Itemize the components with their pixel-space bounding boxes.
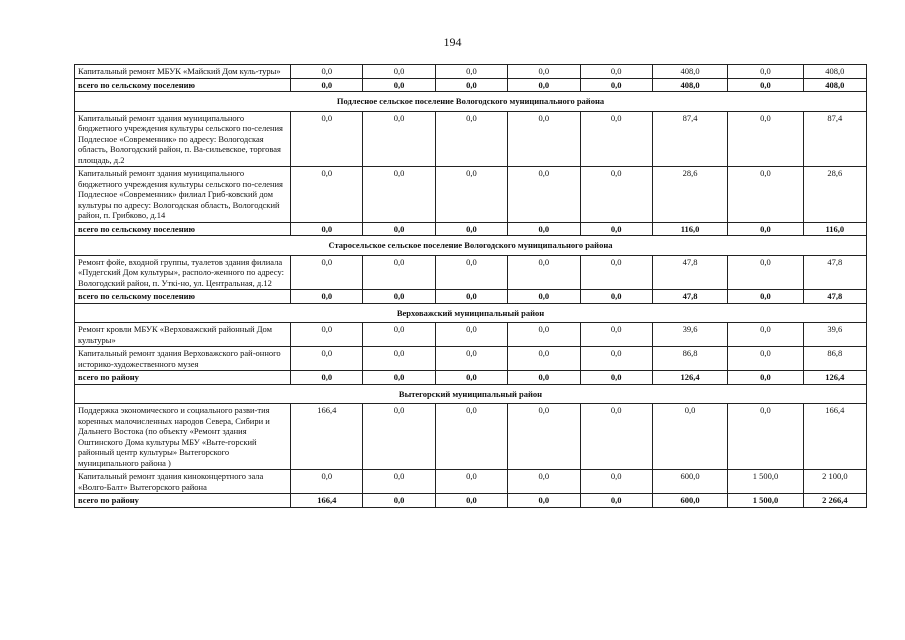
value-cell: 1 500,0 [728, 470, 803, 494]
value-cell: 87,4 [652, 111, 727, 167]
value-cell: 0,0 [728, 255, 803, 290]
value-cell: 116,0 [803, 222, 866, 236]
value-cell: 2 266,4 [803, 494, 866, 508]
section-header-row [75, 236, 867, 256]
value-cell: 47,8 [652, 290, 727, 304]
row-label: всего по сельскому поселению [75, 222, 291, 236]
value-cell: 0,0 [580, 255, 652, 290]
value-cell: 408,0 [652, 65, 727, 79]
section-header-row [75, 92, 867, 112]
value-cell: 0,0 [435, 404, 507, 470]
value-cell: 0,0 [508, 167, 580, 223]
value-cell: 0,0 [508, 404, 580, 470]
section-title: Вытегорский муниципальный район [75, 384, 867, 404]
value-cell: 0,0 [580, 371, 652, 385]
value-cell: 0,0 [508, 347, 580, 371]
row-label: всего по району [75, 371, 291, 385]
row-label: Ремонт кровли МБУК «Верховажский районный Дом культуры» [75, 323, 291, 347]
section-title: Старосельское сельское поселение Вологодского муниципального района [75, 236, 867, 256]
table-row [75, 167, 867, 223]
value-cell: 0,0 [363, 323, 435, 347]
value-cell: 0,0 [363, 255, 435, 290]
value-cell: 126,4 [652, 371, 727, 385]
value-cell: 0,0 [435, 65, 507, 79]
value-cell: 0,0 [291, 111, 363, 167]
value-cell: 87,4 [803, 111, 866, 167]
total-row [75, 494, 867, 508]
value-cell: 0,0 [363, 111, 435, 167]
value-cell: 2 100,0 [803, 470, 866, 494]
value-cell: 0,0 [435, 111, 507, 167]
value-cell: 600,0 [652, 470, 727, 494]
value-cell: 0,0 [363, 347, 435, 371]
row-label: всего по сельскому поселению [75, 78, 291, 92]
value-cell: 0,0 [580, 78, 652, 92]
table-row [75, 111, 867, 167]
value-cell: 0,0 [363, 470, 435, 494]
value-cell: 0,0 [728, 167, 803, 223]
value-cell: 126,4 [803, 371, 866, 385]
value-cell: 0,0 [580, 404, 652, 470]
value-cell: 0,0 [291, 167, 363, 223]
value-cell: 0,0 [291, 65, 363, 79]
value-cell: 0,0 [291, 222, 363, 236]
value-cell: 0,0 [652, 404, 727, 470]
total-row [75, 78, 867, 92]
row-label: Капитальный ремонт здания Верховажского рай-онного историко-художественного музея [75, 347, 291, 371]
value-cell: 0,0 [728, 347, 803, 371]
value-cell: 0,0 [508, 65, 580, 79]
row-label: всего по сельскому поселению [75, 290, 291, 304]
table-row [75, 323, 867, 347]
value-cell: 0,0 [580, 222, 652, 236]
total-row [75, 290, 867, 304]
value-cell: 47,8 [803, 255, 866, 290]
value-cell: 0,0 [728, 111, 803, 167]
value-cell: 0,0 [363, 65, 435, 79]
table-row [75, 404, 867, 470]
value-cell: 0,0 [728, 290, 803, 304]
page-number: 194 [443, 35, 462, 49]
value-cell: 166,4 [291, 494, 363, 508]
value-cell: 0,0 [363, 494, 435, 508]
value-cell: 0,0 [508, 323, 580, 347]
value-cell: 0,0 [580, 494, 652, 508]
table-row [75, 470, 867, 494]
value-cell: 0,0 [291, 323, 363, 347]
value-cell: 0,0 [728, 371, 803, 385]
value-cell: 0,0 [580, 470, 652, 494]
value-cell: 0,0 [435, 494, 507, 508]
table-row [75, 255, 867, 290]
value-cell: 86,8 [652, 347, 727, 371]
table-row [75, 347, 867, 371]
value-cell: 0,0 [435, 255, 507, 290]
row-label: Поддержка экономического и социального разви-тия коренных малочисленных народов Севера, Сибири и Дальнего Востока (по объекту «Ремонт здания Оштинского Дома культуры МБУ «Выте-горский районный центр культуры» Вытегорского муниципального района ) [75, 404, 291, 470]
row-label: Капитальный ремонт здания киноконцертного зала «Волго-Балт» Вытегорского района [75, 470, 291, 494]
value-cell: 0,0 [291, 347, 363, 371]
value-cell: 0,0 [435, 167, 507, 223]
value-cell: 0,0 [508, 222, 580, 236]
value-cell: 0,0 [508, 78, 580, 92]
value-cell: 0,0 [728, 323, 803, 347]
value-cell: 0,0 [728, 404, 803, 470]
value-cell: 0,0 [291, 290, 363, 304]
value-cell: 0,0 [728, 78, 803, 92]
value-cell: 408,0 [652, 78, 727, 92]
value-cell: 0,0 [363, 78, 435, 92]
value-cell: 0,0 [435, 290, 507, 304]
value-cell: 600,0 [652, 494, 727, 508]
value-cell: 0,0 [508, 255, 580, 290]
section-title: Подлесное сельское поселение Вологодского муниципального района [75, 92, 867, 112]
value-cell: 0,0 [580, 111, 652, 167]
value-cell: 0,0 [435, 347, 507, 371]
value-cell: 0,0 [580, 65, 652, 79]
value-cell: 0,0 [508, 111, 580, 167]
value-cell: 408,0 [803, 65, 866, 79]
value-cell: 0,0 [363, 167, 435, 223]
value-cell: 0,0 [508, 371, 580, 385]
value-cell: 0,0 [580, 323, 652, 347]
value-cell: 116,0 [652, 222, 727, 236]
value-cell: 0,0 [508, 494, 580, 508]
value-cell: 0,0 [363, 371, 435, 385]
value-cell: 0,0 [291, 470, 363, 494]
row-label: всего по району [75, 494, 291, 508]
value-cell: 0,0 [291, 371, 363, 385]
value-cell: 0,0 [291, 255, 363, 290]
funding-table [74, 64, 867, 508]
value-cell: 28,6 [803, 167, 866, 223]
row-label: Ремонт фойе, входной группы, туалетов здания филиала «Пудегский Дом культуры», располо-женного по адресу: Вологодский район, п. Уткі-но, ул. Центральная, д.12 [75, 255, 291, 290]
value-cell: 0,0 [580, 347, 652, 371]
value-cell: 86,8 [803, 347, 866, 371]
value-cell: 0,0 [728, 222, 803, 236]
value-cell: 166,4 [291, 404, 363, 470]
value-cell: 39,6 [803, 323, 866, 347]
value-cell: 0,0 [435, 78, 507, 92]
value-cell: 0,0 [363, 290, 435, 304]
value-cell: 39,6 [652, 323, 727, 347]
value-cell: 1 500,0 [728, 494, 803, 508]
value-cell: 47,8 [803, 290, 866, 304]
table-row [75, 65, 867, 79]
value-cell: 0,0 [291, 78, 363, 92]
value-cell: 166,4 [803, 404, 866, 470]
value-cell: 408,0 [803, 78, 866, 92]
value-cell: 0,0 [508, 290, 580, 304]
row-label: Капитальный ремонт здания муниципального бюджетного учреждения культуры сельского по-селения Подлесное «Современник» по адресу: Вологодская область, Вологодский район, п. Ва-сильевское, торговая площадь, д.2 [75, 111, 291, 167]
value-cell: 0,0 [580, 290, 652, 304]
section-header-row [75, 384, 867, 404]
value-cell: 0,0 [728, 65, 803, 79]
value-cell: 0,0 [435, 323, 507, 347]
row-label: Капитальный ремонт МБУК «Майский Дом куль-туры» [75, 65, 291, 79]
section-header-row [75, 303, 867, 323]
total-row [75, 371, 867, 385]
value-cell: 0,0 [508, 470, 580, 494]
value-cell: 47,8 [652, 255, 727, 290]
section-title: Верховажский муниципальный район [75, 303, 867, 323]
value-cell: 0,0 [363, 404, 435, 470]
value-cell: 0,0 [435, 222, 507, 236]
value-cell: 0,0 [435, 371, 507, 385]
row-label: Капитальный ремонт здания муниципального бюджетного учреждения культуры сельского по-селения Подлесное «Современник» филиал Гриб-ковский дом культуры по адресу: Вологодская область, Вологодский район, п. Грибково, д.14 [75, 167, 291, 223]
value-cell: 0,0 [363, 222, 435, 236]
value-cell: 28,6 [652, 167, 727, 223]
value-cell: 0,0 [580, 167, 652, 223]
value-cell: 0,0 [435, 470, 507, 494]
total-row [75, 222, 867, 236]
